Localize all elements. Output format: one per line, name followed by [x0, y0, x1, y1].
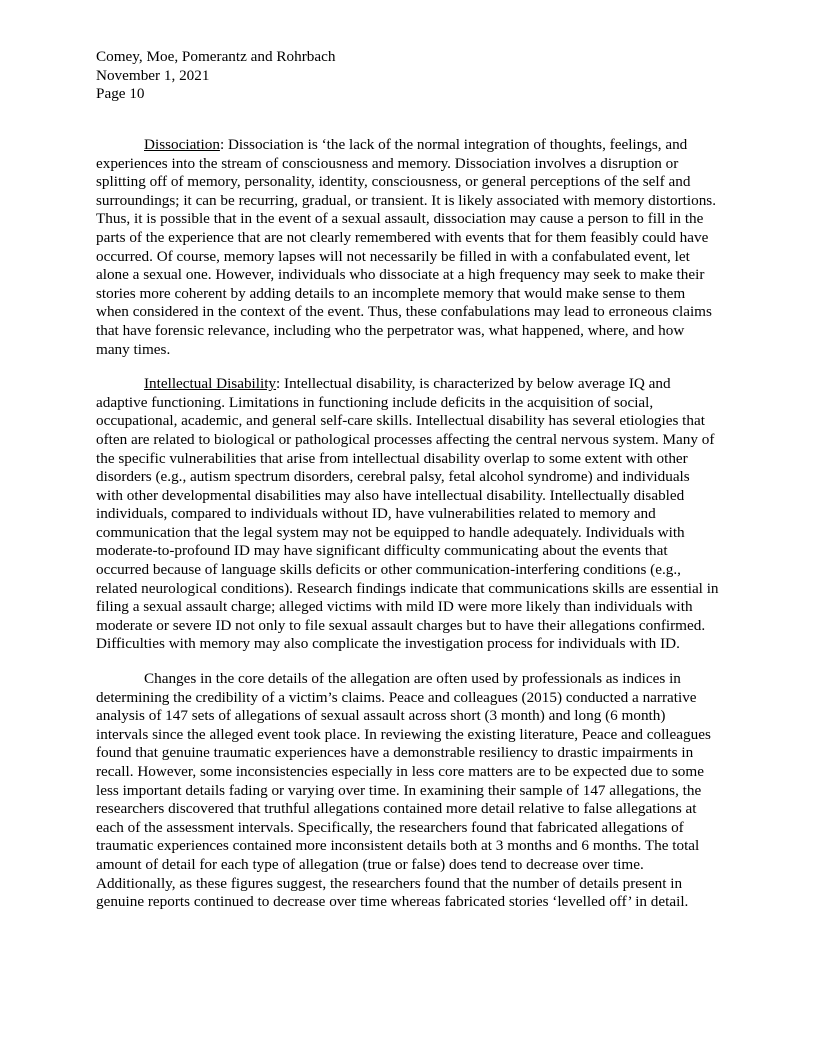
document-body [96, 136, 720, 928]
term-intellectual-disability: Intellectual Disability [144, 375, 277, 393]
header-date: November 1, 2021 [96, 66, 210, 84]
header-page-number: Page 10 [96, 85, 145, 103]
paragraph-intellectual-disability [96, 375, 720, 654]
paragraph-dissociation-text: : Dissociation is ‘the lack of the normal integration of thoughts, feelings, and experiences into the stream of consciousness and memory. Dissociation involves a disruption or splitting off of memory, personality, identity, consciousness, or general perceptions of the self and surroundings; it can be recurring, gradual, or transient. It is likely associated with memory distortions. Thus, it is possible that in the event of a sexual assault, dissociation may cause a person to fill in the parts of the experience that are not clearly remembered with events that for them feasibly could have occurred. Of course, memory lapses will not necessarily be filled in with a confabulated event, let alone a sexual one. However, individuals who dissociate at a high frequency may seek to make their stories more coherent by adding details to an incomplete memory that would make sense to them when considered in the context of the event. Thus, these confabulations may lead to erroneous claims that have forensic relevance, including who the perpetrator was, what happened, where, and how many times. [96, 136, 717, 358]
paragraph-dissociation [96, 136, 720, 359]
paragraph-changes-text: Changes in the core details of the allegation are often used by professionals as indices in determining the credibility of a victim’s claims. Peace and colleagues (2015) conducted a narrative analysis of 147 sets of allegations of sexual assault across short (3 month) and long (6 month) intervals since the alleged event took place. In reviewing the existing literature, Peace and colleagues found that genuine traumatic experiences have a demonstrable resiliency to drastic impairments in recall. However, some inconsistencies especially in less core matters are to be expected due to some less important details fading or varying over time. In examining their sample of 147 allegations, the researchers discovered that truthful allegations contained more detail relative to false allegations at each of the assessment intervals. Specifically, the researchers found that fabricated allegations of traumatic experiences contained more inconsistent details both at 3 months and 6 months. The total amount of detail for each type of allegation (true or false) does tend to decrease over time. Additionally, as these figures suggest, the researchers found that the number of details present in genuine reports continued to decrease over time whereas fabricated stories ‘levelled off’ in detail. [96, 670, 711, 911]
paragraph-intellectual-disability-text: : Intellectual disability, is characterized by below average IQ and adaptive functioning. Limitations in functioning include deficits in the acquisition of social, occupational, academic, and general self-care skills. Intellectual disability has several etiologies that often are related to biological or pathological processes affecting the central nervous system. Many of the specific vulnerabilities that arise from intellectual disability overlap to some extent with other disorders (e.g., autism spectrum disorders, cerebral palsy, fetal alcohol syndrome) and individuals with other developmental disabilities may also have intellectual disability. Intellectually disabled individuals, compared to individuals without ID, have vulnerabilities related to memory and communication that the legal system may not be equipped to handle adequately. Individuals with moderate-to-profound ID may have significant difficulty communicating about the events that occurred because of language skills deficits or other communication-interfering conditions (e.g., related neurological conditions). Research findings indicate that communications skills are essential in filing a sexual assault charge; alleged victims with mild ID were more likely than individuals with moderate or severe ID not only to file sexual assault charges but to have their allegations confirmed. Difficulties with memory may also complicate the investigation process for individuals with ID. [96, 375, 719, 653]
term-dissociation: Dissociation [144, 136, 220, 153]
letter-header [96, 48, 720, 104]
header-authors: Comey, Moe, Pomerantz and Rohrbach [96, 48, 336, 65]
paragraph-changes-in-core-details [96, 670, 720, 912]
